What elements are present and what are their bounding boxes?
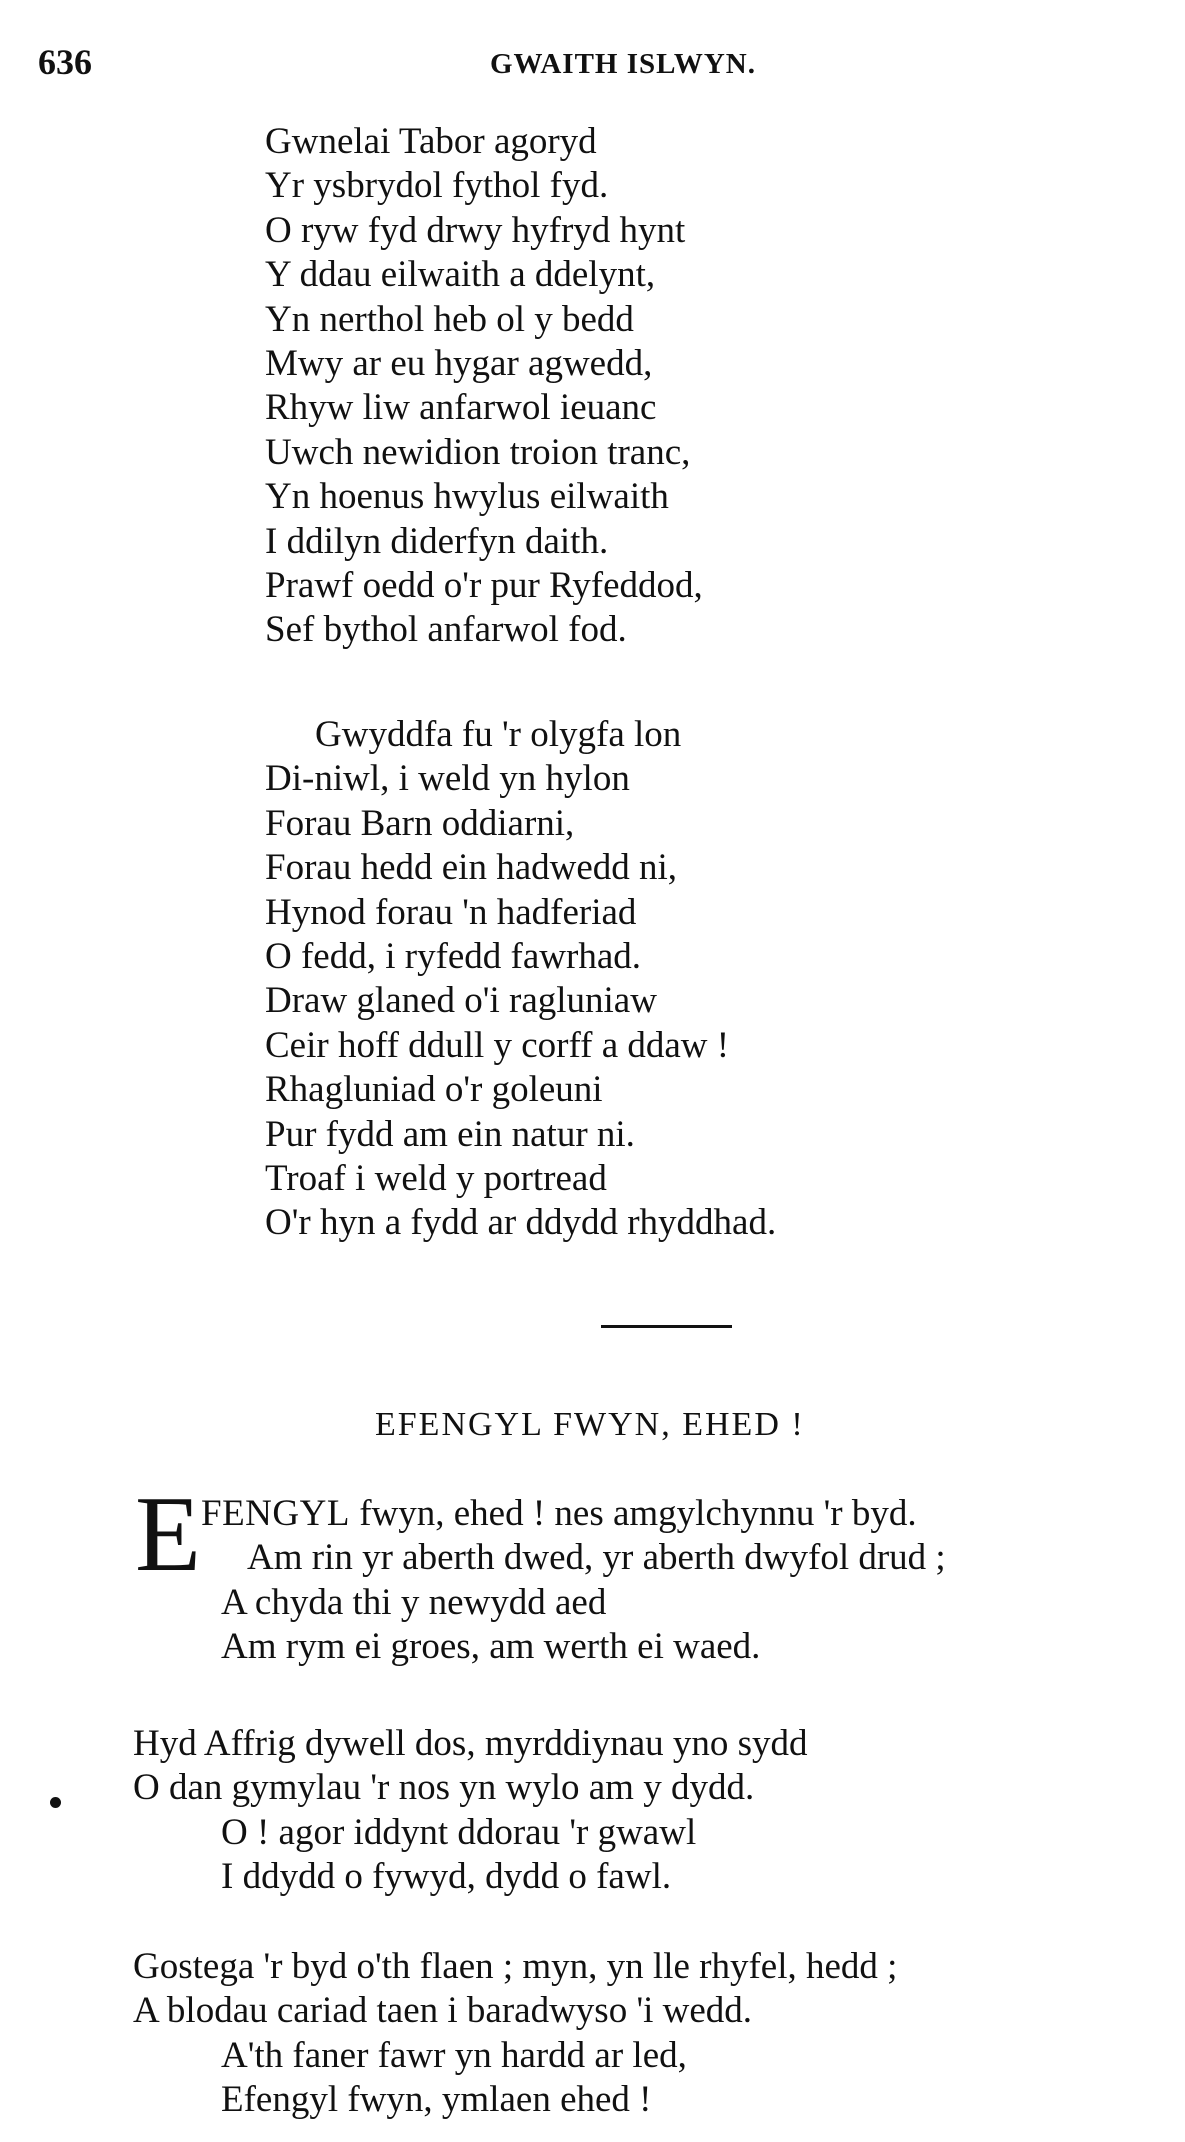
running-head: GWAITH ISLWYN. xyxy=(490,48,756,80)
hymn-stanza-2 xyxy=(133,1722,808,1900)
verse-line: Yr ysbrydol fythol fyd. xyxy=(265,165,609,207)
hymn-stanza-1 xyxy=(201,1492,946,1670)
poem-stanza-2 xyxy=(265,713,776,1246)
verse-line: Y ddau eilwaith a ddelynt, xyxy=(265,254,656,296)
verse-line: A chyda thi y newydd aed xyxy=(221,1581,607,1623)
page-number: 636 xyxy=(38,42,92,82)
verse-line: Efengyl fwyn, ymlaen ehed ! xyxy=(221,2079,652,2121)
verse-line-first xyxy=(201,1492,946,1536)
verse-line: Yn hoenus hwylus eilwaith xyxy=(265,476,669,518)
verse-line: Rhyw liw anfarwol ieuanc xyxy=(265,387,657,429)
verse-line: Di-niwl, i weld yn hylon xyxy=(265,758,630,800)
hymn-stanza-3 xyxy=(133,1945,897,2123)
verse-line: Gwyddfa fu 'r olygfa lon xyxy=(315,714,682,755)
verse-line: Gwnelai Tabor agoryd xyxy=(265,121,597,162)
verse-line: Rhagluniad o'r goleuni xyxy=(265,1069,603,1111)
verse-line: Am rym ei groes, am werth ei waed. xyxy=(221,1626,761,1668)
verse-line: Hyd Affrig dywell dos, myrddiynau yno sydd xyxy=(133,1723,808,1764)
verse-line: Draw glaned o'i ragluniaw xyxy=(265,980,657,1022)
verse-line: Prawf oedd o'r pur Ryfeddod, xyxy=(265,565,703,607)
verse-line: O dan gymylau 'r nos yn wylo am y dydd. xyxy=(133,1767,755,1809)
verse-line: A blodau cariad taen i baradwyso 'i wedd. xyxy=(133,1990,753,2032)
verse-line: Ceir hoff ddull y corff a ddaw ! xyxy=(265,1024,730,1066)
poem-stanza-1 xyxy=(265,120,703,653)
verse-line: O fedd, i ryfedd fawrhad. xyxy=(265,936,642,978)
verse-line: Forau hedd ein hadwedd ni, xyxy=(265,847,678,889)
first-word: FENGYL xyxy=(201,1493,350,1534)
verse-line: Yn nerthol heb ol y bedd xyxy=(265,298,634,340)
section-divider xyxy=(601,1325,732,1328)
verse-line: I ddydd o fywyd, dydd o fawl. xyxy=(221,1856,672,1898)
verse-line: A'th faner fawr yn hardd ar led, xyxy=(221,2034,687,2076)
verse-line: O ! agor iddynt ddorau 'r gwawl xyxy=(221,1811,697,1853)
hymn-title: EFENGYL FWYN, EHED ! xyxy=(375,1406,805,1443)
verse-line: Forau Barn oddiarni, xyxy=(265,802,575,844)
verse-line: Am rin yr aberth dwed, yr aberth dwyfol drud ; xyxy=(247,1537,946,1579)
drop-cap: E xyxy=(135,1475,201,1594)
verse-line: Mwy ar eu hygar agwedd, xyxy=(265,343,653,385)
verse-line: I ddilyn diderfyn daith. xyxy=(265,520,609,562)
verse-line: O ryw fyd drwy hyfryd hynt xyxy=(265,209,686,251)
verse-line: Gostega 'r byd o'th flaen ; myn, yn lle rhyfel, hedd ; xyxy=(133,1946,898,1987)
verse-line: O'r hyn a fydd ar ddydd rhyddhad. xyxy=(265,1202,777,1244)
margin-dot xyxy=(50,1797,61,1808)
verse-line: Sef bythol anfarwol fod. xyxy=(265,609,627,651)
verse-line: Pur fydd am ein natur ni. xyxy=(265,1113,635,1155)
verse-line: Uwch newidion troion tranc, xyxy=(265,431,691,473)
verse-line: Troaf i weld y portread xyxy=(265,1158,607,1200)
verse-line: Hynod forau 'n hadferiad xyxy=(265,891,637,933)
first-line-rest: fwyn, ehed ! nes amgylchynnu 'r byd. xyxy=(349,1493,917,1534)
